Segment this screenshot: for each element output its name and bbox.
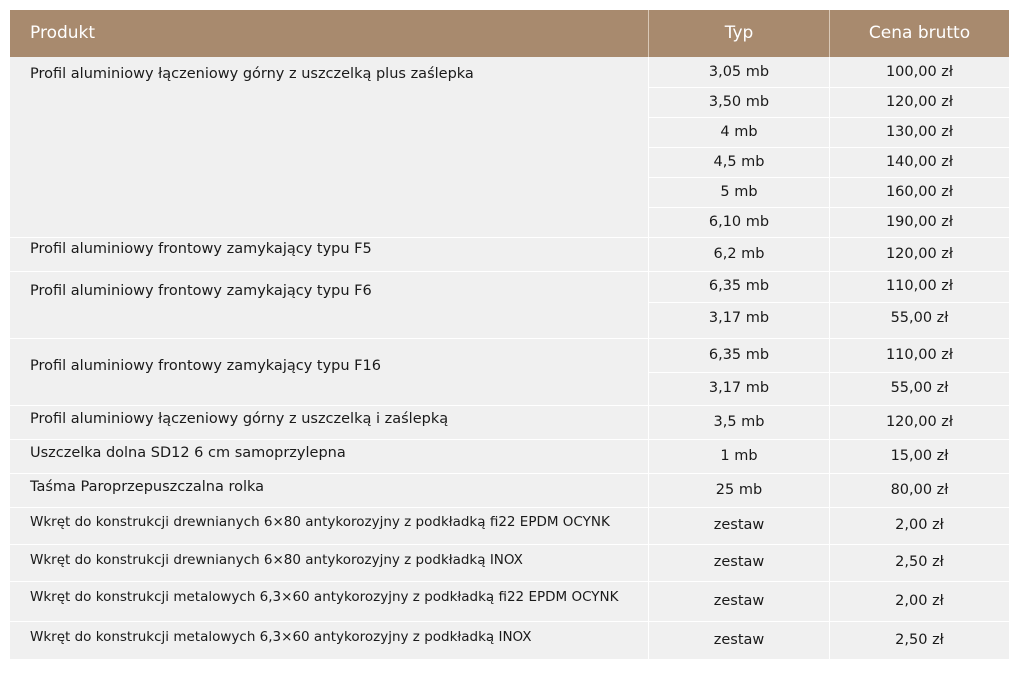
table-row [10,439,1009,473]
price-cell: 190,00 zł [885,214,954,230]
typ-cell: 3,5 mb [713,414,765,430]
typ-cell: 6,35 mb [708,278,770,294]
typ-cell: 6,10 mb [708,214,770,230]
header-divider [648,10,649,57]
price-cell: 130,00 zł [885,124,954,140]
product-name: Wkręt do konstrukcji metalowych 6,3×60 antykorozyjny z podkładką fi22 EPDM OCYNK [30,589,619,605]
price-cell: 160,00 zł [885,184,954,200]
price-cell: 120,00 zł [885,94,954,110]
product-name: Uszczelka dolna SD12 6 cm samoprzylepna [30,445,346,461]
typ-cell: zestaw [713,632,765,648]
typ-cell: zestaw [713,554,765,570]
price-cell: 120,00 zł [885,246,954,262]
typ-cell: zestaw [713,593,765,609]
price-cell: 110,00 zł [885,278,954,294]
product-name: Profil aluminiowy frontowy zamykający typu F5 [30,241,372,257]
table-row [10,237,1009,271]
product-name: Profil aluminiowy frontowy zamykający typu F16 [30,358,381,374]
price-cell: 110,00 zł [885,347,954,363]
price-cell: 55,00 zł [890,380,949,396]
header-produkt: Produkt [30,23,96,43]
price-table [10,10,1009,659]
price-cell: 55,00 zł [890,310,949,326]
table-row [10,621,1009,659]
price-cell: 2,50 zł [895,554,944,570]
typ-cell: 5 mb [720,184,758,200]
typ-cell: 25 mb [715,482,763,498]
table-header [10,10,1009,57]
typ-cell: 4 mb [720,124,758,140]
product-name: Wkręt do konstrukcji drewnianych 6×80 antykorozyjny z podkładką INOX [30,552,523,568]
price-cell: 15,00 zł [890,448,949,464]
price-cell: 2,00 zł [895,517,944,533]
table-row [10,473,1009,507]
typ-cell: 3,50 mb [708,94,770,110]
typ-cell: 4,5 mb [713,154,765,170]
table-row [10,405,1009,439]
price-cell: 100,00 zł [885,64,954,80]
typ-cell: 6,2 mb [713,246,765,262]
price-cell: 140,00 zł [885,154,954,170]
table-row [10,544,1009,581]
price-cell: 80,00 zł [890,482,949,498]
product-name: Profil aluminiowy łączeniowy górny z uszczelką plus zaślepka [30,66,474,82]
product-name: Wkręt do konstrukcji metalowych 6,3×60 antykorozyjny z podkładką INOX [30,629,532,645]
table-row [10,271,1009,334]
typ-cell: 3,05 mb [708,64,770,80]
header-typ: Typ [724,23,754,43]
table-row [10,581,1009,621]
table-row [10,57,1009,237]
price-cell: 2,50 zł [895,632,944,648]
typ-cell: 3,17 mb [708,310,770,326]
price-cell: 2,00 zł [895,593,944,609]
product-name: Profil aluminiowy frontowy zamykający typu F6 [30,283,372,299]
product-name: Taśma Paroprzepuszczalna rolka [30,479,265,495]
table-row [10,338,1009,405]
product-name: Wkręt do konstrukcji drewnianych 6×80 antykorozyjny z podkładką fi22 EPDM OCYNK [30,514,610,530]
typ-cell: zestaw [713,517,765,533]
price-cell: 120,00 zł [885,414,954,430]
table-row [10,507,1009,544]
product-name: Profil aluminiowy łączeniowy górny z uszczelką i zaślepką [30,411,449,427]
typ-cell: 1 mb [720,448,758,464]
typ-cell: 6,35 mb [708,347,770,363]
header-cena: Cena brutto [868,23,971,43]
typ-cell: 3,17 mb [708,380,770,396]
